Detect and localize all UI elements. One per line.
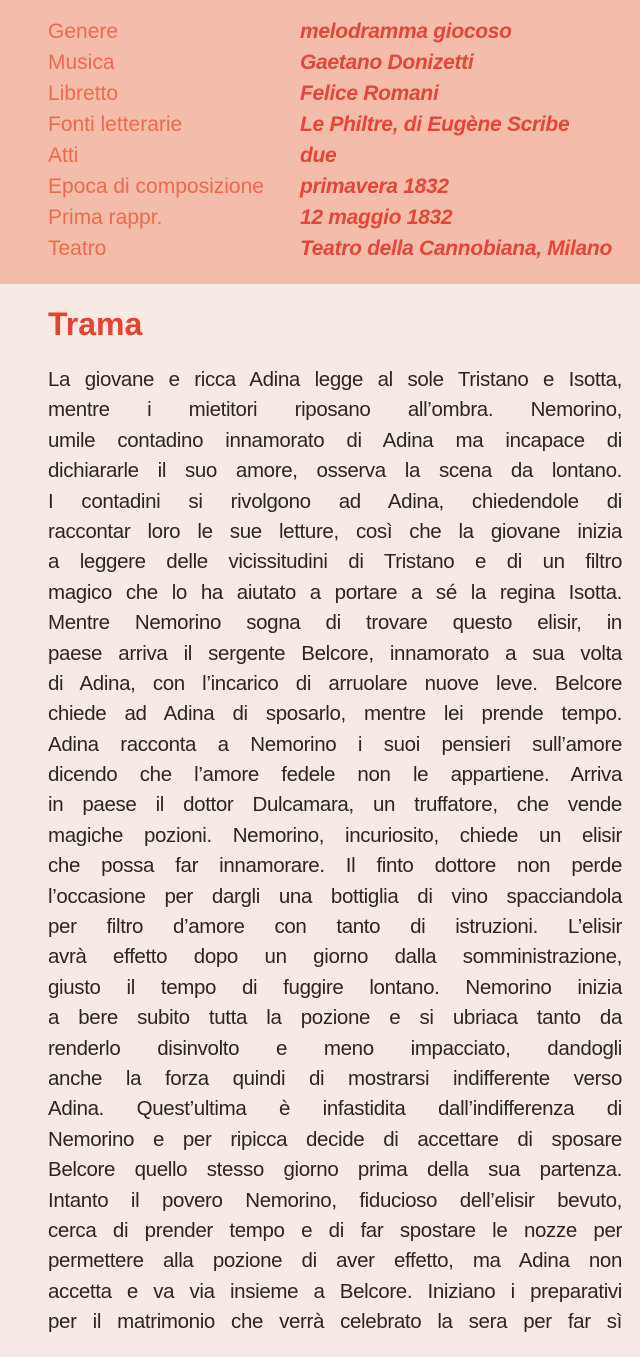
plot-line: per filtro d’amore con tanto di istruzioni. L’elisir	[48, 915, 622, 939]
info-label: Fonti letterarie	[48, 113, 183, 136]
plot-line: Mentre Nemorino sogna di trovare questo elisir, in	[48, 611, 622, 635]
info-row-musica	[48, 47, 633, 78]
info-label: Libretto	[48, 82, 119, 105]
plot-line: permettere alla pozione di aver effetto, ma Adina non	[48, 1249, 622, 1273]
plot-text	[48, 365, 622, 1338]
info-value: Le Philtre, di Eugène Scribe	[300, 113, 570, 136]
plot-line: per il matrimonio che verrà celebrato la sera per far sì	[48, 1310, 622, 1334]
plot-line: giusto il tempo di fuggire lontano. Nemorino inizia	[48, 975, 622, 999]
info-value: Teatro della Cannobiana, Milano	[300, 237, 612, 260]
plot-line: renderlo disinvolto e meno impacciato, dandogli	[48, 1036, 622, 1060]
plot-line: avrà effetto dopo un giorno dalla somministrazione,	[48, 945, 622, 969]
plot-line: accetta e va via insieme a Belcore. Iniziano i preparativi	[48, 1279, 622, 1303]
info-label: Epoca di composizione	[48, 175, 264, 198]
plot-line: magico che lo ha aiutato a portare a sé la regina Isotta.	[48, 580, 622, 604]
info-row-teatro	[48, 233, 633, 264]
plot-line: paese arriva il sergente Belcore, innamorato a sua volta	[48, 641, 622, 665]
plot-line: Intanto il povero Nemorino, fiducioso dell’elisir bevuto,	[48, 1188, 622, 1212]
info-value: due	[300, 144, 337, 167]
plot-line: di Adina, con l’incarico di arruolare nuove leve. Belcore	[48, 671, 622, 695]
info-row-genere	[48, 16, 633, 47]
info-row-prima	[48, 202, 633, 233]
plot-line: La giovane e ricca Adina legge al sole Tristano e Isotta,	[48, 368, 622, 391]
plot-line: Nemorino e per ripicca decide di accettare di sposare	[48, 1127, 622, 1151]
info-label: Prima rappr.	[48, 206, 163, 229]
plot-line: anche la forza quindi di mostrarsi indifferente verso	[48, 1066, 622, 1090]
plot-line: chiede ad Adina di sposarlo, mentre lei prende tempo.	[48, 702, 622, 726]
info-row-atti	[48, 140, 633, 171]
plot-line: l’occasione per dargli una bottiglia di vino spacciandola	[48, 884, 622, 908]
plot-line: Belcore quello stesso giorno prima della sua partenza.	[48, 1158, 622, 1182]
plot-line: umile contadino innamorato di Adina ma incapace di	[48, 428, 622, 452]
opera-info-box	[0, 0, 640, 284]
info-value: melodramma giocoso	[300, 20, 512, 43]
info-label: Genere	[48, 20, 119, 43]
info-label: Musica	[48, 51, 115, 74]
info-value: Gaetano Donizetti	[300, 51, 474, 74]
plot-line: in paese il dottor Dulcamara, un truffatore, che vende	[48, 793, 622, 817]
plot-line: cerca di prender tempo e di far spostare le nozze per	[48, 1218, 622, 1242]
plot-line: magiche pozioni. Nemorino, incuriosito, chiede un elisir	[48, 823, 622, 847]
plot-line: mentre i mietitori riposano all’ombra. Nemorino,	[48, 398, 622, 422]
plot-line: a bere subito tutta la pozione e si ubriaca tanto da	[48, 1006, 622, 1030]
plot-line: Adina. Quest’ultima è infastidita dall’indifferenza di	[48, 1097, 622, 1121]
info-value: primavera 1832	[300, 175, 449, 198]
info-row-libretto	[48, 78, 633, 109]
plot-line: dichiararle il suo amore, osserva la scena da lontano.	[48, 459, 622, 483]
info-row-epoca	[48, 171, 633, 202]
plot-line: I contadini si rivolgono ad Adina, chiedendole di	[48, 489, 622, 513]
info-value: Felice Romani	[300, 82, 439, 105]
info-value: 12 maggio 1832	[300, 206, 453, 229]
plot-line: dicendo che l’amore fedele non le appartiene. Arriva	[48, 763, 622, 787]
plot-line: che possa far innamorare. Il finto dottore non perde	[48, 854, 622, 878]
opera-info-table	[48, 16, 633, 264]
plot-line: Adina racconta a Nemorino i suoi pensieri sull’amore	[48, 732, 622, 756]
info-label: Atti	[48, 144, 79, 167]
plot-line: a leggere delle vicissitudini di Tristano e di un filtro	[48, 550, 622, 574]
plot-line: raccontar loro le sue letture, così che la giovane inizia	[48, 519, 622, 543]
info-label: Teatro	[48, 237, 107, 260]
info-row-fonti	[48, 109, 633, 140]
section-title-trama: Trama	[48, 306, 143, 342]
